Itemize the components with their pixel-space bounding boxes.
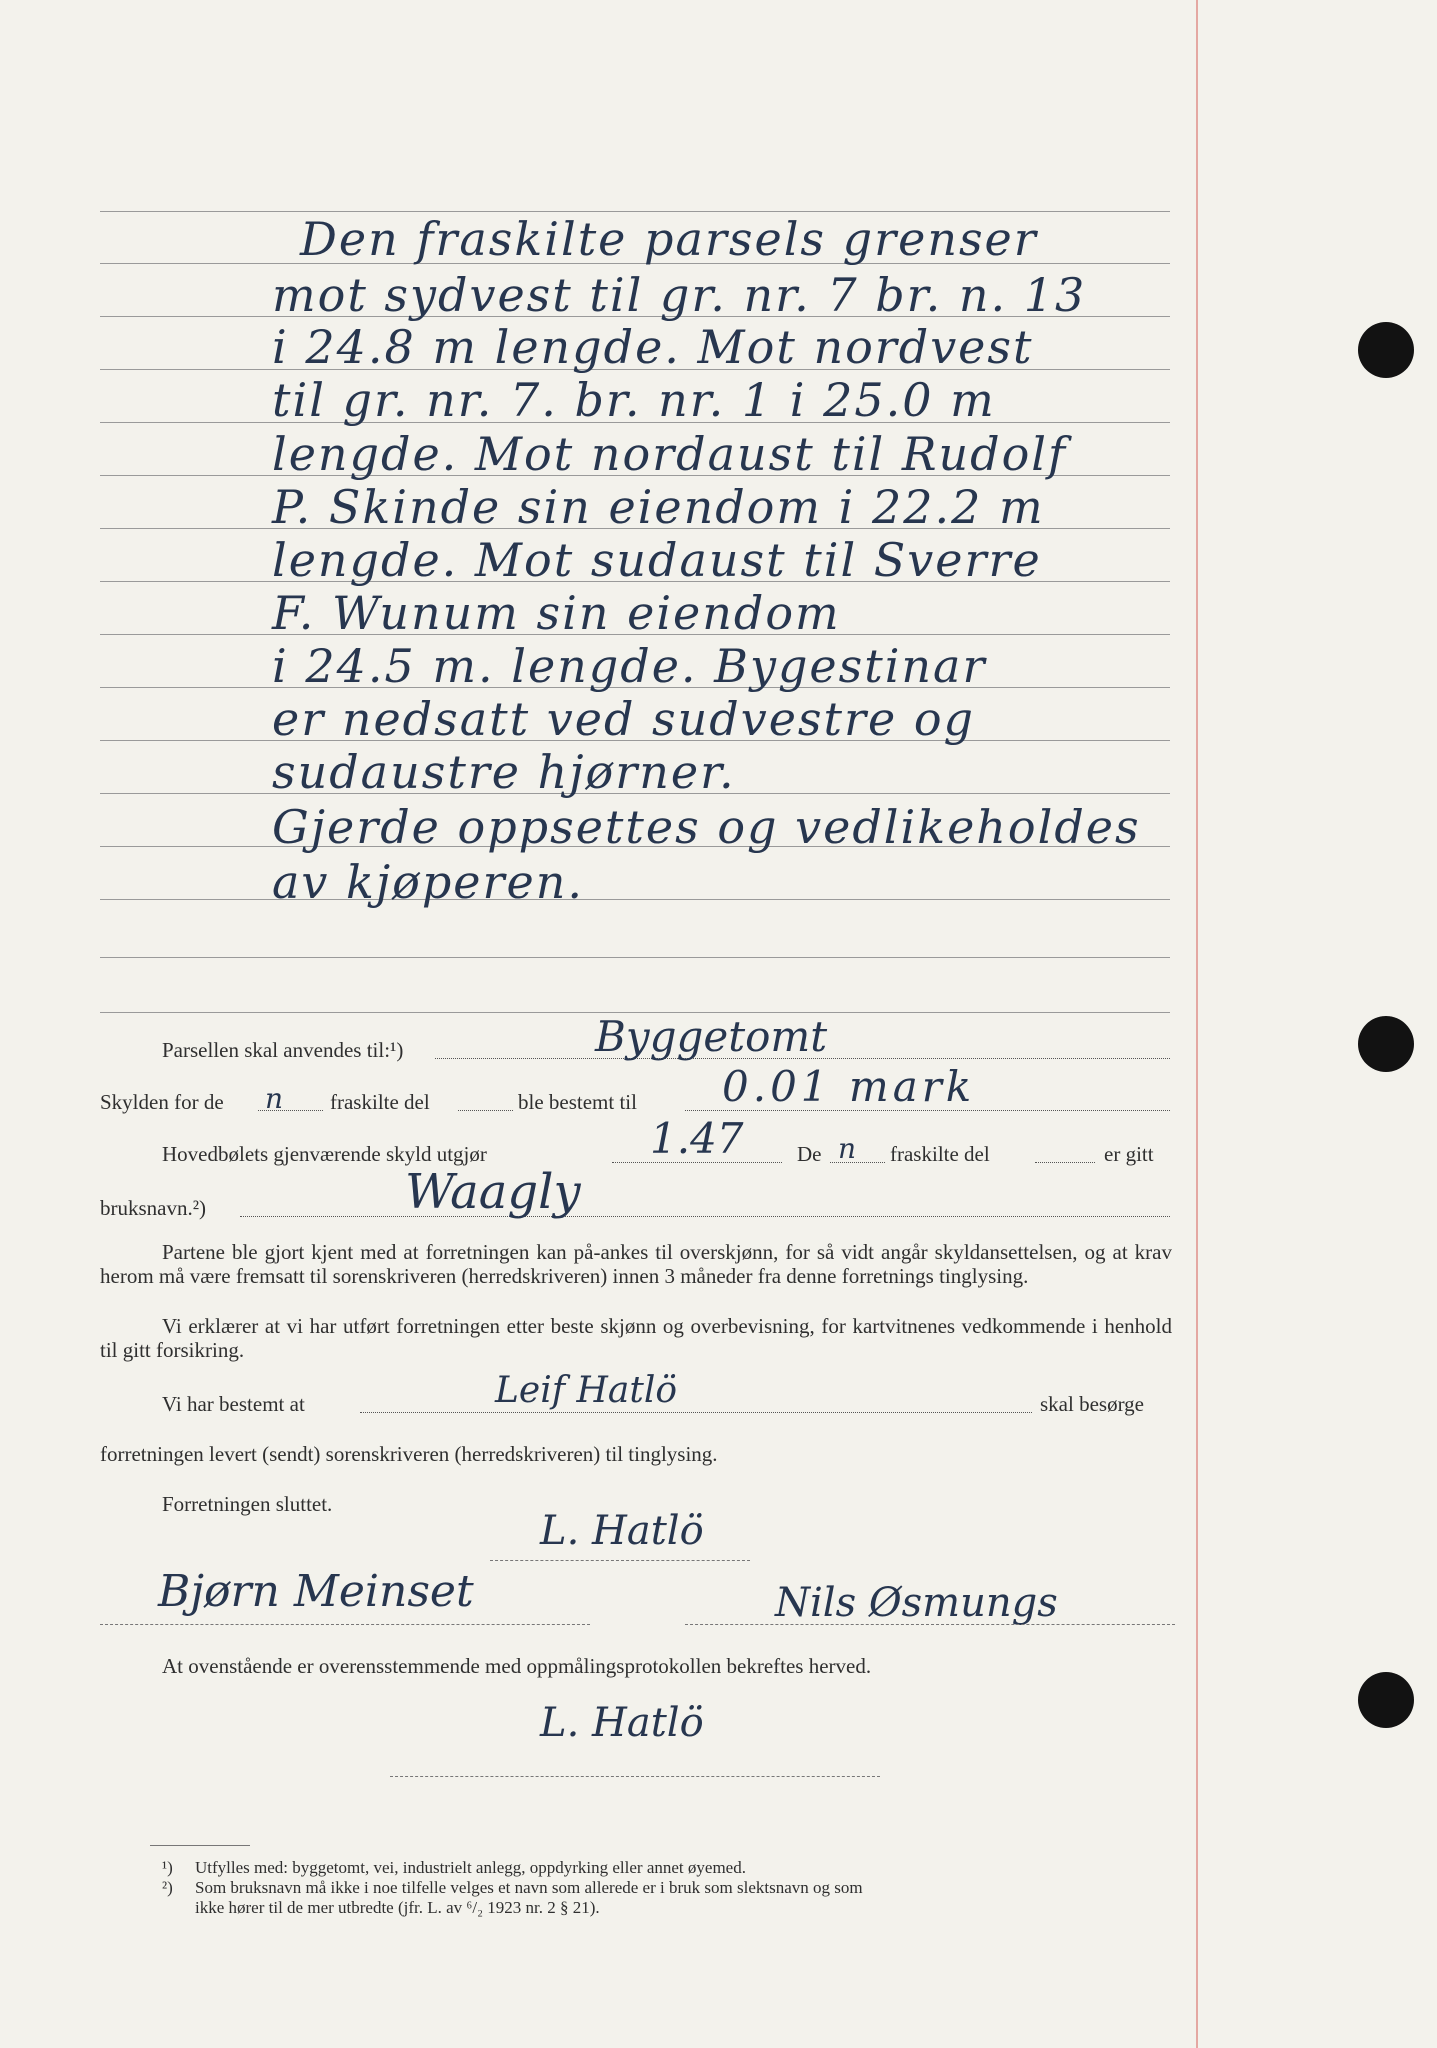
skyld-label-a: Skylden for de [100, 1090, 224, 1114]
besorge-label: skal besørge [1040, 1392, 1145, 1416]
anvendes-value: Byggetomt [595, 1012, 828, 1061]
handwritten-line: er nedsatt ved sudvestre og [272, 692, 975, 746]
punch-hole-top [1358, 322, 1414, 378]
skyld-dotline-1 [458, 1110, 513, 1111]
handwritten-line: Den fraskilte parsels grenser [300, 212, 1038, 266]
handwritten-line: i 24.8 m lengde. Mot nordvest [272, 320, 1034, 374]
bruksnavn-value: Waagly [405, 1164, 581, 1220]
anvendes-label: Parsellen skal anvendes til:¹) [162, 1038, 404, 1062]
de-n-value: n [838, 1132, 857, 1165]
hoved-value: 1.47 [650, 1114, 744, 1163]
skyld-n-value: n [265, 1082, 284, 1115]
punch-hole-middle [1358, 1016, 1414, 1072]
footnote-2a: Som bruksnavn må ikke i noe tilfelle velges et navn som allerede er i bruk som slektsnavn og som [195, 1878, 863, 1897]
appeal-paragraph: Partene ble gjort kjent med at forretningen kan på-ankes til overskjønn, for så vidt angår skyldansettelsen, og at krav herom må være fremsatt til sorenskriveren (herredskriveren) innen 3 måneder fra denne forretnings tinglysing. [100, 1240, 1172, 1288]
sluttet-text: Forretningen sluttet. [162, 1492, 333, 1516]
signature-bottom: L. Hatlö [540, 1700, 704, 1746]
ruled-line [100, 957, 1170, 958]
gitt-label: er gitt [1104, 1142, 1154, 1166]
skyld-label-c: ble bestemt til [518, 1090, 637, 1114]
signature-left-line [100, 1624, 590, 1625]
handwritten-line: sudaustre hjørner. [272, 745, 736, 799]
bruksnavn-dotline [240, 1216, 1170, 1217]
handwritten-line: i 24.5 m. lengde. Bygestinar [272, 639, 987, 693]
ruled-line [100, 899, 1170, 900]
footnote-1-mark: ¹) [162, 1858, 173, 1877]
signature-top-line [490, 1560, 750, 1561]
handwritten-line: Gjerde oppsettes og vedlikeholdes [272, 800, 1141, 854]
bestemt-value: Leif Hatlö [495, 1370, 678, 1411]
footnote-rule [150, 1845, 250, 1846]
handwritten-line: til gr. nr. 7. br. nr. 1 i 25.0 m [272, 373, 996, 427]
signature-right-line [685, 1624, 1175, 1625]
handwritten-line: P. Skinde sin eiendom i 22.2 m [272, 480, 1045, 534]
skyld-value: 0.01 mark [722, 1062, 976, 1111]
de-label: De [797, 1142, 822, 1166]
levert-text: forretningen levert (sendt) sorenskriveren (herredskriveren) til tinglysing. [100, 1442, 718, 1466]
fraskilte-label: fraskilte del [890, 1142, 990, 1166]
handwritten-line: mot sydvest til gr. nr. 7 br. n. 13 [272, 268, 1087, 322]
bestemt-dotline [360, 1412, 1032, 1413]
footnote-1: Utfylles med: byggetomt, vei, industrielt anlegg, oppdyrking eller annet øyemed. [195, 1858, 746, 1877]
signature-top: L. Hatlö [540, 1508, 704, 1554]
punch-hole-bottom [1358, 1672, 1414, 1728]
confirm-text: At ovenstående er overensstemmende med oppmålingsprotokollen bekreftes herved. [162, 1654, 872, 1678]
bestemt-label: Vi har bestemt at [162, 1392, 305, 1416]
signature-right: Nils Øsmungs [775, 1580, 1058, 1626]
footnote-2b: ikke hører til de mer utbredte (jfr. L. av ⁶/₂ 1923 nr. 2 § 21). [195, 1898, 600, 1917]
handwritten-line: F. Wunum sin eiendom [272, 586, 841, 640]
signature-left: Bjørn Meinset [158, 1566, 474, 1617]
bruksnavn-label: bruksnavn.²) [100, 1196, 207, 1220]
hoved-label: Hovedbølets gjenværende skyld utgjør [162, 1142, 487, 1166]
red-margin-line [1196, 0, 1198, 2048]
footnote-2-mark: ²) [162, 1878, 173, 1897]
signature-bottom-line [390, 1776, 880, 1777]
handwritten-line: av kjøperen. [272, 855, 584, 909]
fraskilte-dotline [1035, 1162, 1095, 1163]
handwritten-line: lengde. Mot sudaust til Sverre [272, 533, 1042, 587]
declaration-paragraph: Vi erklærer at vi har utført forretningen etter beste skjønn og overbevisning, for kartvitnenes vedkommende i henhold til gitt forsikring. [100, 1314, 1172, 1362]
handwritten-line: lengde. Mot nordaust til Rudolf [272, 427, 1068, 481]
skyld-label-b: fraskilte del [330, 1090, 430, 1114]
